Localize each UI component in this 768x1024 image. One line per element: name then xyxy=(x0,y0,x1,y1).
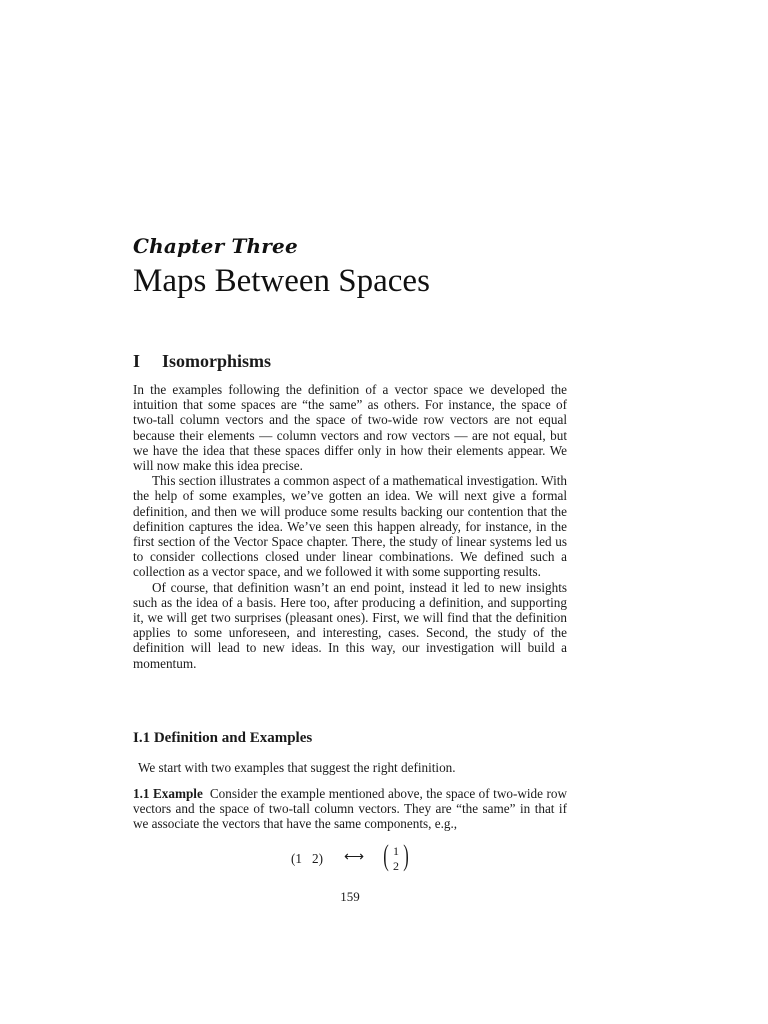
row-vector xyxy=(291,851,323,867)
chapter-title: Maps Between Spaces xyxy=(133,263,430,299)
math-display xyxy=(291,839,451,876)
page-number: 159 xyxy=(340,889,360,904)
right-paren-icon: ) xyxy=(403,839,409,872)
start-text xyxy=(133,760,567,775)
example-paragraph xyxy=(133,786,567,832)
intro-paragraph: This section illustrates a common aspect of a mathematical investigation. With the help of some examples, we’ve gotten an idea. We will next give a formal definition, and then we will produce some results backing our contention that the definition captures the idea. We’ve seen this happen already, for instance, in the first section of the Vector Space chapter. There, the study of linear systems led us to consider collections closed under linear combinations. We defined such a collection as a vector space, and we followed it with some supporting results. xyxy=(133,473,567,580)
subsection-heading: I.1 Definition and Examples xyxy=(133,730,313,746)
section-title: Isomorphisms xyxy=(162,351,272,371)
example-body: Consider the example mentioned above, the space of two-wide row vectors and the space of two-tall column vectors. They are “the same” in that if we associate the vectors that have the same components, e.g., xyxy=(133,786,568,832)
left-paren-icon: ( xyxy=(383,839,389,872)
double-arrow-icon: ⟷ xyxy=(344,850,365,865)
section-number: I xyxy=(133,351,141,371)
row-vector-entry: (1 xyxy=(291,851,302,866)
book-page xyxy=(133,0,567,1024)
start-paragraph: We start with two examples that suggest the right definition. xyxy=(138,760,456,775)
column-vector-entry: 2 xyxy=(393,859,399,873)
intro-paragraph: Of course, that definition wasn’t an end point, instead it led to new insights such as the idea of a basis. Here too, after producing a definition, and supporting it, we will get two surprises (pleasant ones). First, we will find that the definition applies to some unforeseen, and interesting, cases. Second, the study of the definition will lead to new ideas. In this way, our investigation will build a momentum. xyxy=(133,579,567,671)
row-vector-entry: 2) xyxy=(312,851,323,866)
section-heading xyxy=(133,350,271,372)
column-vector xyxy=(383,839,409,876)
chapter-label: Chapter Three xyxy=(133,234,298,258)
column-vector-entry: 1 xyxy=(393,844,399,858)
intro-text xyxy=(133,382,567,671)
example-label: 1.1 Example xyxy=(133,786,203,801)
example-text xyxy=(133,786,567,832)
intro-paragraph: In the examples following the definition of a vector space we developed the intuition that some spaces are “the same” as others. For instance, the space of two-tall column vectors and the space of two-wide row vectors are not equal because their elements — column vectors and row vectors — are not equal, but we have the idea that these spaces differ only in how their elements appear. We will now make this idea precise. xyxy=(133,382,567,474)
